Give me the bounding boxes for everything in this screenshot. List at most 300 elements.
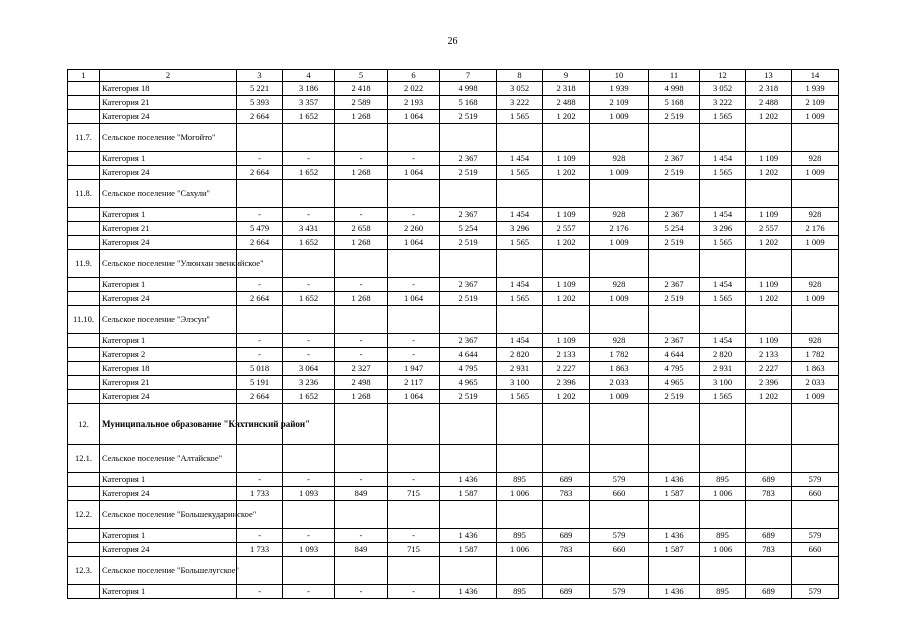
value-cell: 928	[590, 278, 649, 292]
value-cell: 1 009	[792, 390, 839, 404]
category-row	[68, 96, 839, 110]
value-cell: 689	[543, 473, 590, 487]
column-header-12: 12	[700, 70, 746, 82]
value-cell: -	[237, 529, 283, 543]
value-cell	[497, 404, 543, 445]
value-cell: -	[388, 585, 440, 599]
value-cell: 1 454	[700, 208, 746, 222]
column-header-4: 4	[283, 70, 335, 82]
value-cell: 1 202	[543, 236, 590, 250]
row-number-cell	[68, 236, 100, 250]
value-cell: 1 436	[649, 473, 700, 487]
settlement-name-cell: Сельское поселение "Элэсун"	[100, 306, 237, 334]
value-cell: 1 436	[649, 585, 700, 599]
category-row	[68, 278, 839, 292]
column-header-1: 1	[68, 70, 100, 82]
value-cell	[283, 180, 335, 208]
value-cell	[700, 557, 746, 585]
settlement-name-cell: Сельское поселение "Большелугское"	[100, 557, 237, 585]
value-cell: -	[388, 334, 440, 348]
category-name-cell: Категория 1	[100, 334, 237, 348]
row-number-cell	[68, 334, 100, 348]
value-cell: 660	[792, 487, 839, 501]
value-cell: 1 109	[746, 278, 792, 292]
value-cell	[440, 557, 497, 585]
value-cell: 1 202	[543, 166, 590, 180]
value-cell: 715	[388, 487, 440, 501]
value-cell	[237, 445, 283, 473]
value-cell: 1 863	[792, 362, 839, 376]
value-cell: -	[237, 334, 283, 348]
value-cell: 1 565	[700, 110, 746, 124]
value-cell	[388, 557, 440, 585]
value-cell: 689	[543, 585, 590, 599]
value-cell: 1 587	[440, 543, 497, 557]
value-cell	[590, 124, 649, 152]
value-cell: 5 168	[440, 96, 497, 110]
value-cell: 2 519	[649, 292, 700, 306]
value-cell	[746, 404, 792, 445]
row-number-cell	[68, 376, 100, 390]
value-cell: 2 367	[440, 334, 497, 348]
value-cell: 2 227	[746, 362, 792, 376]
value-cell: 1 009	[590, 390, 649, 404]
category-row	[68, 473, 839, 487]
value-cell: 3 296	[700, 222, 746, 236]
value-cell: 1 436	[440, 473, 497, 487]
value-cell: -	[283, 473, 335, 487]
table-body	[68, 70, 839, 599]
value-cell: -	[388, 208, 440, 222]
row-number-cell	[68, 222, 100, 236]
value-cell: 1 652	[283, 390, 335, 404]
value-cell	[792, 250, 839, 278]
category-row	[68, 292, 839, 306]
value-cell	[792, 404, 839, 445]
row-number-cell	[68, 152, 100, 166]
value-cell: 2 367	[440, 208, 497, 222]
value-cell	[497, 445, 543, 473]
value-cell	[388, 250, 440, 278]
value-cell: -	[388, 152, 440, 166]
value-cell: 1 782	[590, 348, 649, 362]
value-cell	[590, 445, 649, 473]
row-number-cell	[68, 166, 100, 180]
value-cell	[543, 306, 590, 334]
value-cell	[283, 501, 335, 529]
category-name-cell: Категория 21	[100, 376, 237, 390]
value-cell: 928	[792, 278, 839, 292]
value-cell: 3 236	[283, 376, 335, 390]
settlement-name-cell: Муниципальное образование "Кяхтинский район"	[100, 404, 237, 445]
value-cell: 1 093	[283, 487, 335, 501]
value-cell	[543, 501, 590, 529]
column-header-8: 8	[497, 70, 543, 82]
value-cell: 1 733	[237, 543, 283, 557]
value-cell: 783	[746, 543, 792, 557]
column-header-14: 14	[792, 70, 839, 82]
value-cell	[497, 501, 543, 529]
category-name-cell: Категория 1	[100, 278, 237, 292]
value-cell	[792, 501, 839, 529]
value-cell: -	[283, 348, 335, 362]
value-cell: 4 795	[649, 362, 700, 376]
value-cell	[590, 501, 649, 529]
value-cell: 2 318	[543, 82, 590, 96]
value-cell	[388, 306, 440, 334]
value-cell: 4 965	[649, 376, 700, 390]
value-cell	[590, 557, 649, 585]
value-cell: 783	[543, 487, 590, 501]
value-cell: 1 109	[746, 152, 792, 166]
value-cell: 3 186	[283, 82, 335, 96]
value-cell: 2 519	[649, 110, 700, 124]
value-cell: 2 519	[440, 110, 497, 124]
column-header-7: 7	[440, 70, 497, 82]
value-cell	[590, 404, 649, 445]
value-cell: 689	[543, 529, 590, 543]
row-number-cell: 12.1.	[68, 445, 100, 473]
value-cell: 2 820	[497, 348, 543, 362]
category-row	[68, 208, 839, 222]
value-cell: 2 227	[543, 362, 590, 376]
category-name-cell: Категория 24	[100, 487, 237, 501]
value-cell: 2 519	[440, 236, 497, 250]
value-cell	[440, 306, 497, 334]
value-cell: 1 268	[335, 292, 388, 306]
value-cell	[283, 557, 335, 585]
value-cell: 895	[497, 585, 543, 599]
value-cell: 2 498	[335, 376, 388, 390]
value-cell: 1 009	[792, 236, 839, 250]
value-cell: 1 652	[283, 292, 335, 306]
value-cell: -	[237, 348, 283, 362]
category-name-cell: Категория 24	[100, 110, 237, 124]
value-cell: 1 202	[746, 390, 792, 404]
value-cell: 579	[792, 585, 839, 599]
value-cell	[746, 306, 792, 334]
value-cell: 5 191	[237, 376, 283, 390]
value-cell	[649, 404, 700, 445]
category-name-cell: Категория 24	[100, 166, 237, 180]
value-cell: 689	[746, 529, 792, 543]
category-row	[68, 529, 839, 543]
value-cell: -	[335, 473, 388, 487]
value-cell: 2 820	[700, 348, 746, 362]
row-number-cell: 11.8.	[68, 180, 100, 208]
value-cell: 928	[590, 208, 649, 222]
value-cell: 2 519	[649, 236, 700, 250]
value-cell: 2 396	[543, 376, 590, 390]
row-number-cell	[68, 362, 100, 376]
value-cell: -	[237, 585, 283, 599]
value-cell: 1 454	[497, 152, 543, 166]
value-cell: 5 168	[649, 96, 700, 110]
value-cell: 2 133	[746, 348, 792, 362]
value-cell	[590, 180, 649, 208]
value-cell: 2 931	[700, 362, 746, 376]
value-cell	[649, 501, 700, 529]
value-cell	[388, 445, 440, 473]
value-cell	[335, 445, 388, 473]
value-cell	[283, 306, 335, 334]
value-cell	[388, 124, 440, 152]
row-number-cell: 11.7.	[68, 124, 100, 152]
column-header-11: 11	[649, 70, 700, 82]
settlement-name-cell: Сельское поселение "Сахули"	[100, 180, 237, 208]
value-cell: 3 296	[497, 222, 543, 236]
value-cell: 2 318	[746, 82, 792, 96]
value-cell: 1 109	[746, 208, 792, 222]
value-cell	[649, 306, 700, 334]
value-cell	[283, 250, 335, 278]
value-cell: 660	[590, 543, 649, 557]
value-cell: 5 479	[237, 222, 283, 236]
value-cell: 1 009	[590, 166, 649, 180]
value-cell	[543, 557, 590, 585]
value-cell: 783	[543, 543, 590, 557]
section-row	[68, 180, 839, 208]
page-number: 26	[447, 36, 458, 47]
value-cell: 2 488	[746, 96, 792, 110]
value-cell: 928	[590, 334, 649, 348]
value-cell: 2 519	[440, 390, 497, 404]
value-cell: 1 454	[700, 278, 746, 292]
value-cell	[792, 124, 839, 152]
value-cell: 1 202	[746, 166, 792, 180]
value-cell: -	[283, 529, 335, 543]
category-name-cell: Категория 1	[100, 585, 237, 599]
value-cell: 1 064	[388, 390, 440, 404]
row-number-cell	[68, 487, 100, 501]
value-cell: 1 565	[497, 390, 543, 404]
value-cell: 1 587	[440, 487, 497, 501]
value-cell: 4 998	[440, 82, 497, 96]
value-cell: 2 664	[237, 110, 283, 124]
value-cell: 579	[792, 529, 839, 543]
category-name-cell: Категория 21	[100, 96, 237, 110]
value-cell	[746, 180, 792, 208]
value-cell: 1 947	[388, 362, 440, 376]
value-cell	[649, 557, 700, 585]
value-cell: 1 064	[388, 110, 440, 124]
value-cell	[440, 404, 497, 445]
row-number-cell	[68, 390, 100, 404]
category-name-cell: Категория 21	[100, 222, 237, 236]
value-cell: -	[335, 152, 388, 166]
row-number-cell	[68, 292, 100, 306]
category-row	[68, 166, 839, 180]
value-cell: 2 557	[746, 222, 792, 236]
value-cell: 1 652	[283, 236, 335, 250]
value-cell	[497, 250, 543, 278]
value-cell: 3 431	[283, 222, 335, 236]
row-number-cell	[68, 585, 100, 599]
value-cell: 1 006	[497, 543, 543, 557]
value-cell: 1 006	[700, 543, 746, 557]
value-cell: 1 202	[746, 236, 792, 250]
category-name-cell: Категория 1	[100, 208, 237, 222]
value-cell: 3 222	[700, 96, 746, 110]
value-cell	[700, 501, 746, 529]
value-cell: 2 664	[237, 292, 283, 306]
value-cell: 3 052	[700, 82, 746, 96]
value-cell	[700, 306, 746, 334]
category-name-cell: Категория 1	[100, 473, 237, 487]
header-row	[68, 70, 839, 82]
value-cell: 895	[497, 473, 543, 487]
value-cell	[335, 501, 388, 529]
row-number-cell	[68, 82, 100, 96]
value-cell: 1 652	[283, 110, 335, 124]
value-cell: 1 863	[590, 362, 649, 376]
value-cell: 2 367	[649, 334, 700, 348]
value-cell: 1 565	[700, 390, 746, 404]
value-cell	[388, 180, 440, 208]
value-cell: 895	[497, 529, 543, 543]
value-cell: 2 658	[335, 222, 388, 236]
value-cell: 1 436	[649, 529, 700, 543]
settlement-name-cell: Сельское поселение "Улюнхан эвенкийское"	[100, 250, 237, 278]
value-cell	[440, 250, 497, 278]
column-header-2: 2	[100, 70, 237, 82]
value-cell: 1 109	[543, 208, 590, 222]
section-row	[68, 124, 839, 152]
value-cell: 928	[792, 152, 839, 166]
value-cell	[335, 404, 388, 445]
value-cell: 1 454	[700, 152, 746, 166]
value-cell	[543, 404, 590, 445]
value-cell: 715	[388, 543, 440, 557]
value-cell	[746, 501, 792, 529]
value-cell: 1 782	[792, 348, 839, 362]
value-cell: -	[237, 473, 283, 487]
value-cell	[700, 250, 746, 278]
category-name-cell: Категория 24	[100, 236, 237, 250]
value-cell: -	[283, 208, 335, 222]
value-cell: 3 100	[497, 376, 543, 390]
value-cell: 1 565	[497, 110, 543, 124]
value-cell: 2 367	[440, 278, 497, 292]
value-cell: -	[237, 208, 283, 222]
section-row	[68, 250, 839, 278]
column-header-13: 13	[746, 70, 792, 82]
row-number-cell	[68, 348, 100, 362]
row-number-cell: 11.10.	[68, 306, 100, 334]
category-row	[68, 362, 839, 376]
value-cell: 2 367	[649, 152, 700, 166]
value-cell: 1 009	[590, 236, 649, 250]
value-cell: -	[283, 585, 335, 599]
value-cell: -	[335, 585, 388, 599]
value-cell: 3 222	[497, 96, 543, 110]
value-cell: -	[335, 278, 388, 292]
value-cell: 1 436	[440, 529, 497, 543]
value-cell: -	[388, 348, 440, 362]
value-cell: 1 436	[440, 585, 497, 599]
value-cell: 928	[792, 334, 839, 348]
value-cell: 1 009	[792, 110, 839, 124]
category-row	[68, 334, 839, 348]
value-cell: 5 393	[237, 96, 283, 110]
value-cell: 3 357	[283, 96, 335, 110]
section-row	[68, 404, 839, 445]
value-cell: 1 006	[700, 487, 746, 501]
value-cell: 2 176	[792, 222, 839, 236]
value-cell	[335, 306, 388, 334]
value-cell: 1 939	[792, 82, 839, 96]
row-number-cell	[68, 543, 100, 557]
value-cell: 1 009	[792, 292, 839, 306]
category-row	[68, 543, 839, 557]
value-cell: 1 565	[700, 292, 746, 306]
value-cell: 1 454	[497, 334, 543, 348]
category-row	[68, 236, 839, 250]
value-cell: 1 109	[543, 278, 590, 292]
section-row	[68, 445, 839, 473]
value-cell: -	[335, 208, 388, 222]
value-cell: 2 367	[649, 208, 700, 222]
value-cell	[237, 557, 283, 585]
column-header-5: 5	[335, 70, 388, 82]
value-cell	[440, 445, 497, 473]
value-cell: 4 644	[440, 348, 497, 362]
value-cell: 4 644	[649, 348, 700, 362]
value-cell: 689	[746, 473, 792, 487]
category-row	[68, 110, 839, 124]
value-cell	[746, 124, 792, 152]
value-cell: 1 587	[649, 487, 700, 501]
value-cell: -	[335, 334, 388, 348]
value-cell: 2 418	[335, 82, 388, 96]
value-cell	[543, 445, 590, 473]
value-cell	[543, 250, 590, 278]
value-cell: 4 998	[649, 82, 700, 96]
category-name-cell: Категория 18	[100, 362, 237, 376]
value-cell: 1 006	[497, 487, 543, 501]
value-cell	[746, 250, 792, 278]
value-cell: 1 733	[237, 487, 283, 501]
value-cell	[792, 180, 839, 208]
value-cell: 1 652	[283, 166, 335, 180]
value-cell: -	[335, 529, 388, 543]
category-row	[68, 152, 839, 166]
value-cell: 1 202	[746, 292, 792, 306]
value-cell: 2 519	[649, 166, 700, 180]
value-cell: 1 454	[700, 334, 746, 348]
row-number-cell: 11.9.	[68, 250, 100, 278]
value-cell: 1 202	[543, 292, 590, 306]
value-cell: 1 202	[543, 390, 590, 404]
value-cell: 1 454	[497, 278, 543, 292]
value-cell: -	[237, 152, 283, 166]
value-cell: 928	[590, 152, 649, 166]
value-cell: 783	[746, 487, 792, 501]
tariff-table	[67, 69, 839, 599]
category-name-cell: Категория 24	[100, 543, 237, 557]
value-cell: 579	[590, 529, 649, 543]
category-row	[68, 222, 839, 236]
value-cell: -	[237, 278, 283, 292]
value-cell: 2 327	[335, 362, 388, 376]
value-cell: 2 109	[590, 96, 649, 110]
section-row	[68, 306, 839, 334]
section-row	[68, 557, 839, 585]
category-name-cell: Категория 1	[100, 529, 237, 543]
value-cell: 2 557	[543, 222, 590, 236]
value-cell	[792, 557, 839, 585]
row-number-cell	[68, 473, 100, 487]
